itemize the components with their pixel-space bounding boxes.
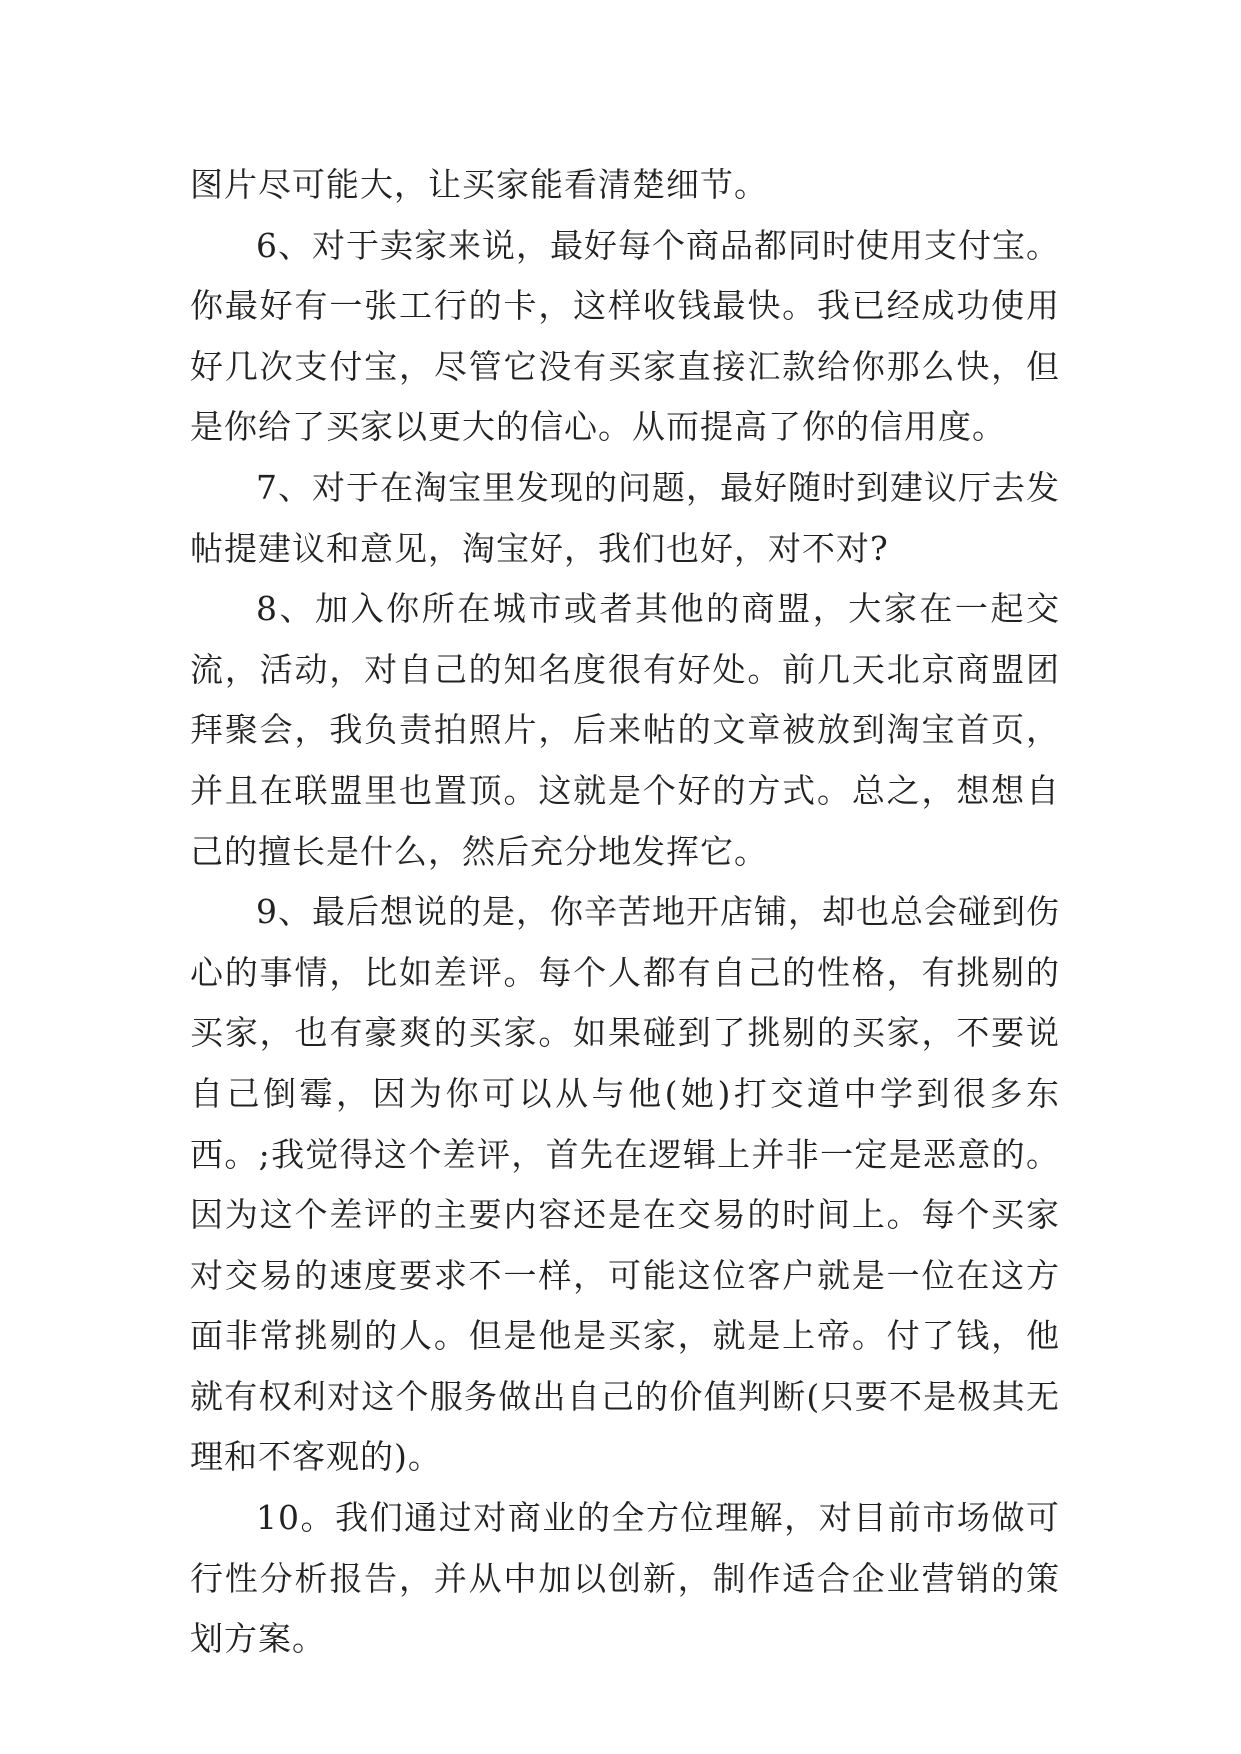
paragraph-6: 6、对于卖家来说，最好每个商品都同时使用支付宝。你最好有一张工行的卡，这样收钱最快。我已经成功使用好几次支付宝，尽管它没有买家直接汇款给你那么快，但是你给了买家以更大的信心。从而提高了你的信用度。 — [190, 225, 1060, 447]
paragraph-7: 7、对于在淘宝里发现的问题，最好随时到建议厅去发帖提建议和意见，淘宝好，我们也好，对不对? — [190, 467, 1060, 568]
document-body — [190, 155, 1060, 1670]
paragraph-8: 8、加入你所在城市或者其他的商盟，大家在一起交流，活动，对自己的知名度很有好处。前几天北京商盟团拜聚会，我负责拍照片，后来帖的文章被放到淘宝首页，并且在联盟里也置顶。这就是个好的方式。总之，想想自己的擅长是什么，然后充分地发挥它。 — [190, 589, 1060, 871]
paragraph-5-continuation: 图片尽可能大，让买家能看清楚细节。 — [190, 165, 768, 204]
paragraph-10: 10。我们通过对商业的全方位理解，对目前市场做可行性分析报告，并从中加以创新，制作适合企业营销的策划方案。 — [190, 1498, 1060, 1659]
paragraph-9: 9、最后想说的是，你辛苦地开店铺，却也总会碰到伤心的事情，比如差评。每个人都有自己的性格，有挑剔的买家，也有豪爽的买家。如果碰到了挑剔的买家，不要说自己倒霉，因为你可以从与他(她)打交道中学到很多东西。;我觉得这个差评，首先在逻辑上并非一定是恶意的。因为这个差评的主要内容还是在交易的时间上。每个买家对交易的速度要求不一样，可能这位客户就是一位在这方面非常挑剔的人。但是他是买家，就是上帝。付了钱，他就有权利对这个服务做出自己的价值判断(只要不是极其无理和不客观的)。 — [190, 892, 1060, 1477]
